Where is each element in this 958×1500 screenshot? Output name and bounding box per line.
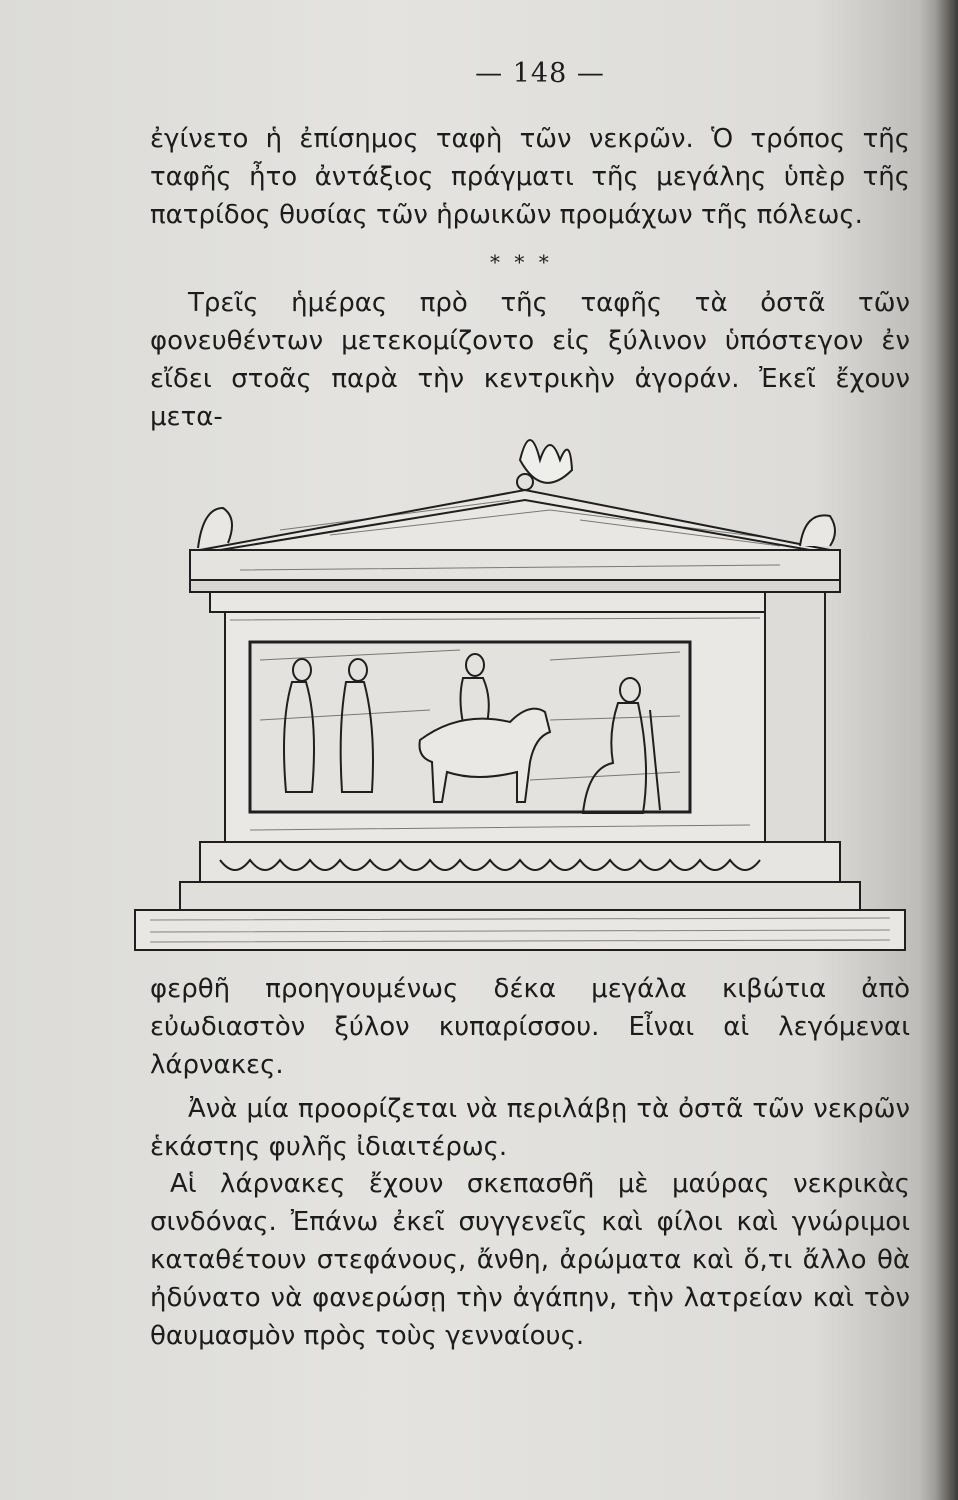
section-separator: * * * — [490, 250, 553, 274]
paragraph-funeral-intro: ἐγίνετο ἡ ἐπίσημος ταφὴ τῶν νεκρῶν. Ὁ τρόπος τῆς ταφῆς ἦτο ἀντάξιος πράγματι τῆς μεγάλης ὑπὲρ τῆς πατρίδος θυσίας τῶν ἡρωικῶν προμάχων τῆς πόλεως. — [150, 124, 910, 230]
paragraph-shrouds-wreaths: Αἱ λάρνακες ἔχουν σκεπασθῆ μὲ μαύρας νεκρικὰς σινδόνας. Ἐπάνω ἐκεῖ συγγενεῖς καὶ φίλοι καὶ γνώριμοι καταθέτουν στεφάνους, ἄνθη, ἀρώματα καὶ ὅ,τι ἄλλο θὰ ἠδύνατο νὰ φανερώσῃ τὴν ἀγάπην, τὴν λατρείαν καὶ τὸν θαυμασμὸν πρὸς τοὺς γενναίους. — [150, 1169, 910, 1351]
paragraph-one-per-tribe: Ἀνὰ μία προορίζεται νὰ περιλάβῃ τὰ ὀστᾶ τῶν νεκρῶν ἑκάστης φυλῆς ἰδιαιτέρως. — [150, 1094, 910, 1162]
page-number: — 148 — — [475, 58, 605, 89]
paragraph-bones-transfer: Τρεῖς ἡμέρας πρὸ τῆς ταφῆς τὰ ὀστᾶ τῶν φονευθέντων μετεκομίζοντο εἰς ξύλινον ὑπόστεγον ἐν εἴδει στοᾶς παρὰ τὴν κεντρικὴν ἀγοράν. Ἐκεῖ ἔχουν μετα- — [150, 288, 910, 432]
sarcophagus-illustration — [130, 420, 930, 960]
page-edge-shadow — [936, 0, 958, 1500]
paragraph-larnakes: φερθῆ προηγουμένως δέκα μεγάλα κιβώτια ἀπὸ εὐωδιαστὸν ξύλον κυπαρίσσου. Εἶναι αἱ λεγόμεναι λάρνακες. — [150, 974, 910, 1080]
